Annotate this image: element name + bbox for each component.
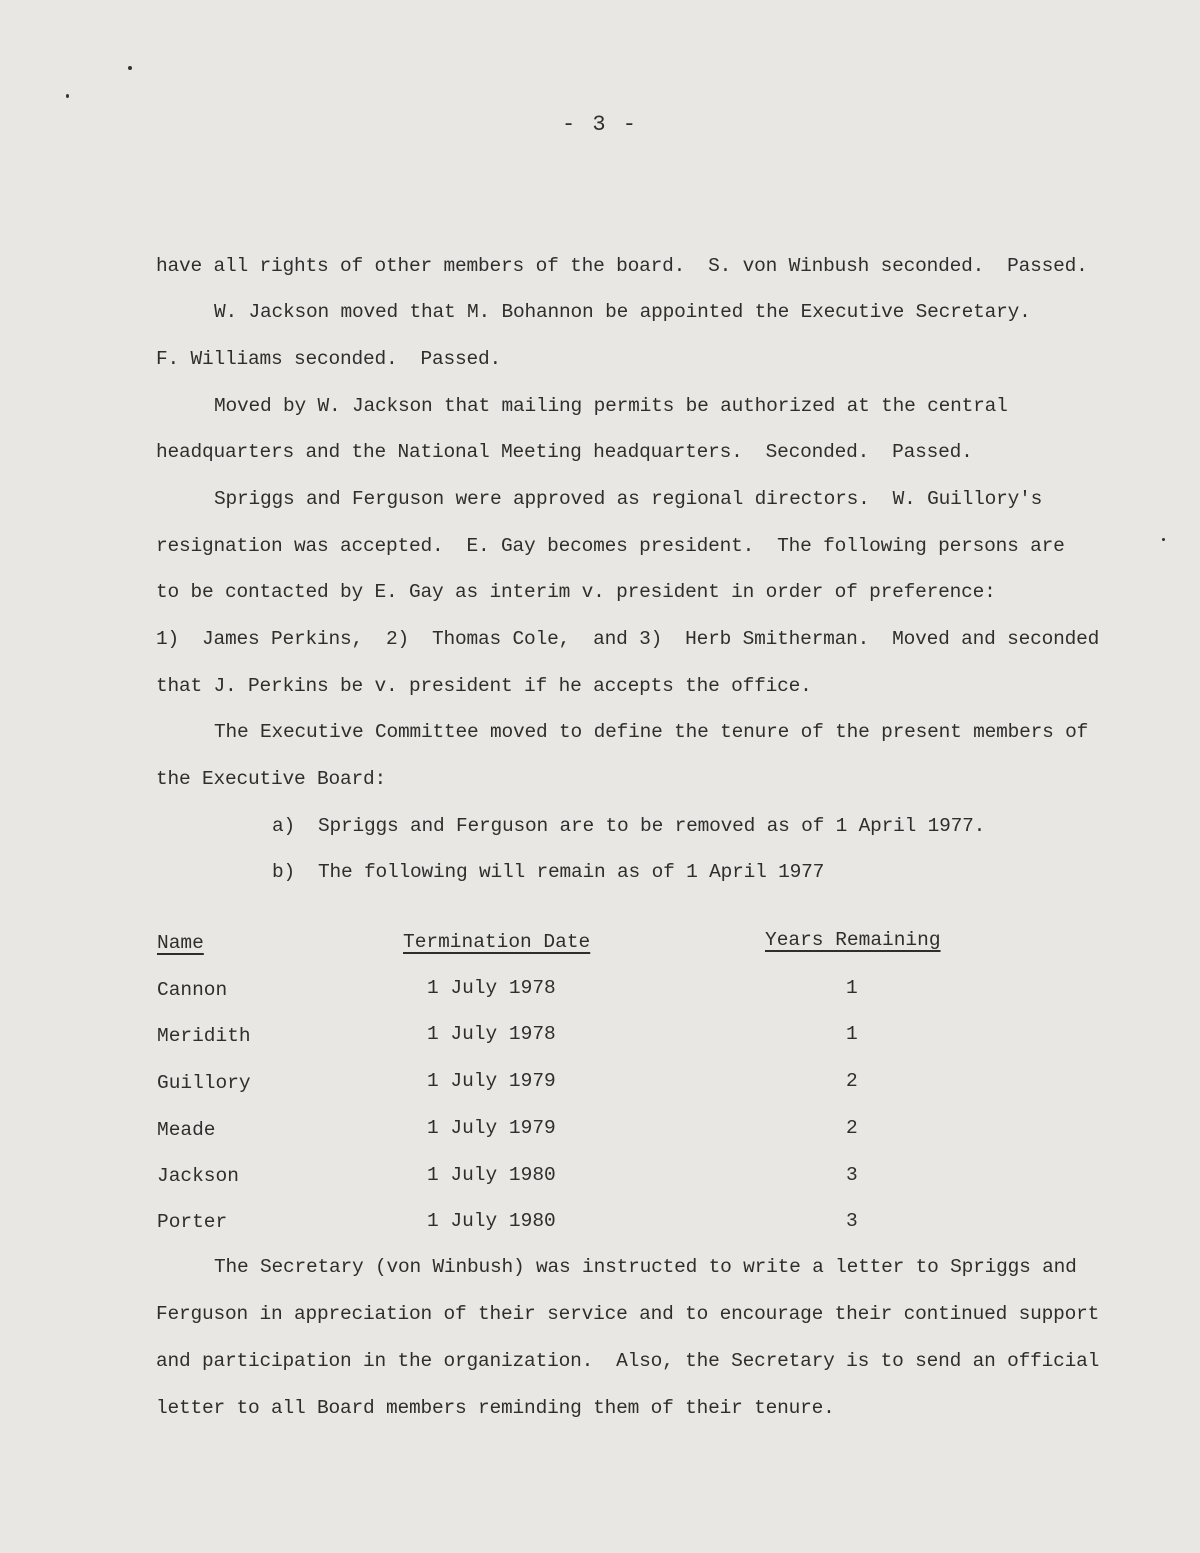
cell-name: Porter (157, 1211, 228, 1233)
list-item: a) Spriggs and Ferguson are to be removed as of 1 April 1977. (272, 815, 986, 837)
paragraph-line: and participation in the organization. Also, the Secretary is to send an official (156, 1350, 1100, 1372)
cell-years-remaining: 1 (846, 977, 858, 999)
paragraph-line: The Executive Committee moved to define the tenure of the present members of (214, 721, 1089, 743)
paragraph-line: Moved by W. Jackson that mailing permits be authorized at the central (214, 395, 1008, 417)
paragraph-line: W. Jackson moved that M. Bohannon be appointed the Executive Secretary. (214, 301, 1031, 323)
cell-name: Jackson (157, 1165, 239, 1187)
cell-years-remaining: 2 (846, 1117, 858, 1139)
list-item: b) The following will remain as of 1 April 1977 (272, 861, 825, 883)
paragraph-line: resignation was accepted. E. Gay becomes president. The following persons are (156, 535, 1065, 557)
cell-years-remaining: 3 (846, 1210, 858, 1232)
column-header-name: Name (157, 932, 204, 954)
paragraph-line: F. Williams seconded. Passed. (156, 348, 502, 370)
paper-speck (66, 94, 69, 98)
paragraph-line: that J. Perkins be v. president if he accepts the office. (156, 675, 812, 697)
cell-name: Cannon (157, 979, 228, 1001)
cell-termination-date: 1 July 1979 (427, 1070, 556, 1092)
paragraph-line: the Executive Board: (156, 768, 387, 790)
paper-speck (128, 66, 132, 70)
cell-termination-date: 1 July 1979 (427, 1117, 556, 1139)
page-number: - 3 - (561, 112, 638, 137)
paragraph-line: have all rights of other members of the board. S. von Winbush seconded. Passed. (156, 255, 1088, 277)
cell-name: Meade (157, 1119, 216, 1141)
paper-speck (1162, 538, 1165, 541)
cell-name: Meridith (157, 1025, 251, 1047)
column-header-termination-date: Termination Date (403, 931, 591, 953)
paragraph-line: The Secretary (von Winbush) was instructed to write a letter to Spriggs and (214, 1256, 1077, 1278)
cell-termination-date: 1 July 1978 (427, 977, 556, 999)
paragraph-line: headquarters and the National Meeting headquarters. Seconded. Passed. (156, 441, 973, 463)
cell-termination-date: 1 July 1980 (427, 1164, 556, 1186)
cell-name: Guillory (157, 1072, 251, 1094)
paragraph-line: 1) James Perkins, 2) Thomas Cole, and 3) Herb Smitherman. Moved and seconded (156, 628, 1100, 650)
column-header-years-remaining: Years Remaining (765, 929, 941, 951)
paragraph-line: to be contacted by E. Gay as interim v. president in order of preference: (156, 581, 996, 603)
paragraph-line: letter to all Board members reminding them of their tenure. (156, 1397, 835, 1419)
cell-termination-date: 1 July 1980 (427, 1210, 556, 1232)
paragraph-line: Ferguson in appreciation of their service and to encourage their continued support (156, 1303, 1100, 1325)
paragraph-line: Spriggs and Ferguson were approved as regional directors. W. Guillory's (214, 488, 1043, 510)
cell-years-remaining: 1 (846, 1023, 858, 1045)
cell-years-remaining: 2 (846, 1070, 858, 1092)
cell-termination-date: 1 July 1978 (427, 1023, 556, 1045)
cell-years-remaining: 3 (846, 1164, 858, 1186)
